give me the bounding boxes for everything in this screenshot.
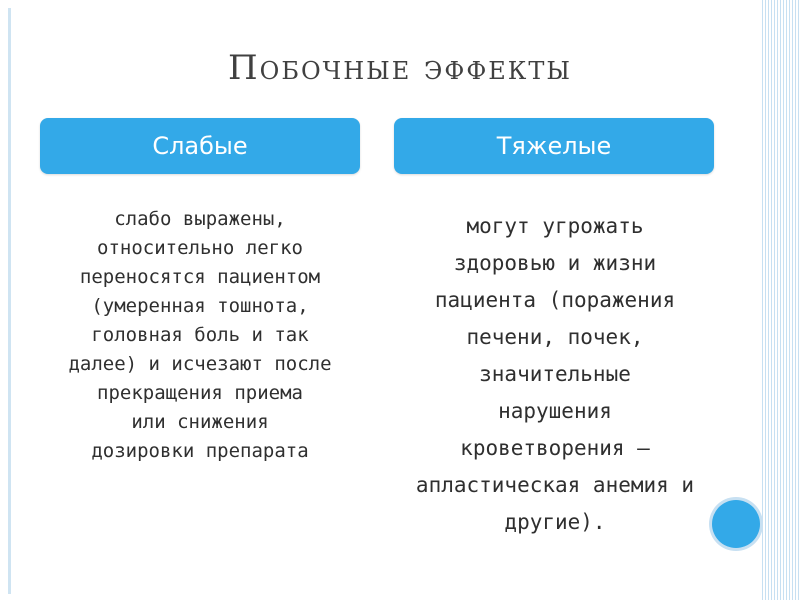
header-severe bbox=[394, 118, 714, 174]
right-stripe-decoration bbox=[760, 0, 800, 600]
circle-decoration bbox=[712, 500, 760, 548]
left-frame-decoration bbox=[8, 8, 11, 594]
header-severe-label: Тяжелые bbox=[496, 132, 612, 160]
slide-title: Побочные эффекты bbox=[228, 48, 572, 88]
severe-description: могут угрожать здоровью и жизни пациента (поражения печени, почек, значительные нарушения кроветворения – апластическая анемия и другие). bbox=[415, 214, 695, 534]
mild-description: слабо выражены, относительно легко переносятся пациентом (умеренная тошнота, головная боль и так далее) и исчезают после прекращения приема или снижения дозировки препарата bbox=[68, 208, 332, 462]
header-mild bbox=[40, 118, 360, 174]
header-mild-label: Слабые bbox=[152, 132, 248, 160]
